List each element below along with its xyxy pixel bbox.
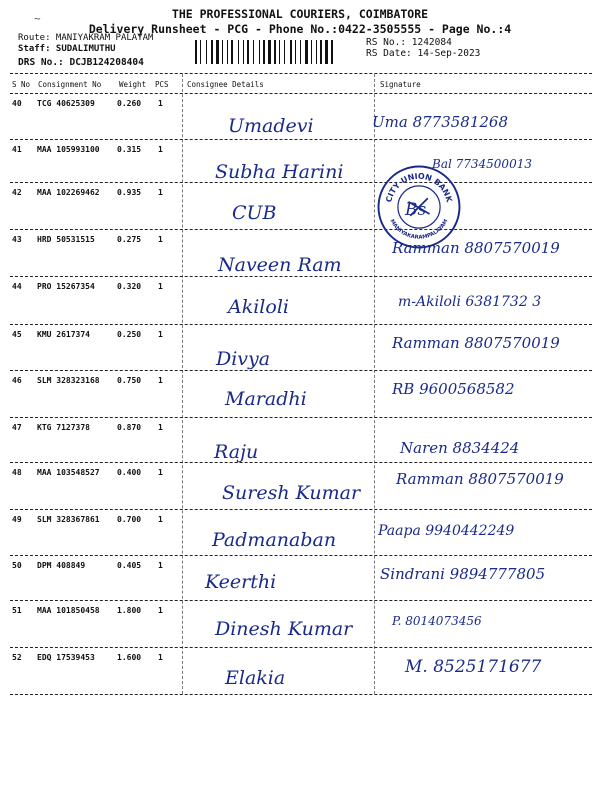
signature-handwriting: Bs xyxy=(405,200,427,220)
row-sno: 41 xyxy=(12,145,22,154)
consignee-handwriting: Maradhi xyxy=(225,388,307,410)
row-weight: 0.870 xyxy=(117,423,142,432)
consignee-handwriting: Padmanaban xyxy=(212,529,337,551)
row-pcs: 1 xyxy=(158,653,163,662)
barcode-bar xyxy=(250,40,252,64)
stamp-top-path: CITY UNION BANK xyxy=(384,171,454,204)
row-weight: 0.750 xyxy=(117,376,142,385)
table-row xyxy=(0,229,600,281)
table-row xyxy=(0,93,600,145)
row-sno: 43 xyxy=(12,235,22,244)
barcode-bar xyxy=(309,40,310,64)
barcode-bar xyxy=(245,40,246,64)
consignee-handwriting: Raju xyxy=(214,441,259,463)
signature-handwriting: Ramman 8807570019 xyxy=(396,470,564,488)
barcode-bar xyxy=(272,40,273,64)
signature-handwriting: P. 8014073456 xyxy=(392,614,482,628)
signature-handwriting: M. 8525171677 xyxy=(405,657,542,677)
barcode-bar xyxy=(316,40,317,64)
barcode-bar xyxy=(216,40,219,64)
barcode-bar xyxy=(297,40,299,64)
row-sno: 44 xyxy=(12,282,22,291)
signature-handwriting: Bal 7734500013 xyxy=(432,157,532,171)
barcode-bar xyxy=(300,40,301,64)
consignee-handwriting: Umadevi xyxy=(228,115,314,137)
consignee-handwriting: Akiloli xyxy=(228,296,289,318)
consignee-handwriting: Dinesh Kumar xyxy=(215,618,353,640)
row-sno: 50 xyxy=(12,561,22,570)
staff-label: Staff: SUDALIMUTHU xyxy=(18,44,116,54)
row-consignment: KTG 7127378 xyxy=(37,423,90,432)
barcode-bar xyxy=(274,40,276,64)
barcode-bar xyxy=(195,40,197,64)
row-weight: 0.700 xyxy=(117,515,142,524)
stamp-text-top xyxy=(384,172,454,204)
stamp-scribble xyxy=(408,198,429,216)
table-row xyxy=(0,370,600,422)
barcode-bar xyxy=(305,40,308,64)
row-sno: 48 xyxy=(12,468,22,477)
barcode-bar xyxy=(325,40,328,64)
col-header-consignment: Consignment No xyxy=(38,80,102,89)
row-weight: 0.935 xyxy=(117,188,142,197)
header-rule-top xyxy=(10,73,592,74)
row-consignment: PRO 15267354 xyxy=(37,282,95,291)
signature-handwriting: Naren 8834424 xyxy=(400,439,520,457)
runsheet-subtitle: Delivery Runsheet - PCG - Phone No.:0422-3505555 - Page No.:4 xyxy=(88,22,512,36)
table-row xyxy=(0,276,600,328)
table-row xyxy=(0,509,600,561)
barcode-bar xyxy=(313,40,315,64)
barcode-bar xyxy=(329,40,330,64)
table-row xyxy=(0,600,600,652)
barcode-bar xyxy=(253,40,254,64)
row-pcs: 1 xyxy=(158,515,163,524)
row-consignment: KMU 2617374 xyxy=(37,330,90,339)
barcode-bar xyxy=(323,40,324,64)
signature-handwriting: Ramman 8807570019 xyxy=(392,239,560,257)
table-row xyxy=(0,462,600,514)
barcode-bar xyxy=(286,40,289,64)
barcode-bar xyxy=(255,40,258,64)
barcode-bar xyxy=(277,40,278,64)
consignee-handwriting: Keerthi xyxy=(205,571,277,593)
signature-handwriting: RB 9600568582 xyxy=(392,380,515,398)
row-weight: 0.275 xyxy=(117,235,142,244)
row-consignment: SLM 328323168 xyxy=(37,376,100,385)
col-header-signature: Signature xyxy=(380,80,421,89)
route-label: Route: MANIYAKRAM PALAYAM xyxy=(18,33,154,43)
row-sno: 51 xyxy=(12,606,22,615)
barcode-bar xyxy=(202,40,205,64)
row-pcs: 1 xyxy=(158,330,163,339)
runsheet-title: THE PROFESSIONAL COURIERS, COIMBATORE xyxy=(171,7,429,21)
table-row xyxy=(0,182,600,234)
barcode-bar xyxy=(266,40,267,64)
drs-number: DRS No.: DCJB124208404 xyxy=(18,57,144,68)
row-pcs: 1 xyxy=(158,235,163,244)
row-sno: 49 xyxy=(12,515,22,524)
row-sno: 46 xyxy=(12,376,22,385)
barcode-bar xyxy=(238,40,239,64)
row-consignment: HRD 50531515 xyxy=(37,235,95,244)
barcode-bar xyxy=(259,40,260,64)
barcode-bar xyxy=(247,40,249,64)
table-bottom-rule xyxy=(10,694,592,695)
row-weight: 0.260 xyxy=(117,99,142,108)
consignee-handwriting: CUB xyxy=(232,202,277,224)
corner-mark: ~ xyxy=(34,12,41,25)
col-header-consignee: Consignee Details xyxy=(187,80,264,89)
row-pcs: 1 xyxy=(158,282,163,291)
rs-number: RS No.: 1242084 xyxy=(366,37,452,48)
barcode-bar xyxy=(263,40,265,64)
row-consignment: MAA 102269462 xyxy=(37,188,100,197)
row-sno: 40 xyxy=(12,99,22,108)
col-header-pcs: PCS xyxy=(155,80,169,89)
row-weight: 0.320 xyxy=(117,282,142,291)
barcode-bar xyxy=(268,40,271,64)
row-weight: 0.400 xyxy=(117,468,142,477)
barcode-bar xyxy=(284,40,285,64)
row-sno: 52 xyxy=(12,653,22,662)
barcode-bar xyxy=(211,40,213,64)
signature-handwriting: m-Akiloli 6381732 3 xyxy=(398,294,542,310)
row-weight: 0.315 xyxy=(117,145,142,154)
signature-handwriting: Paapa 9940442249 xyxy=(378,523,515,539)
rs-date: RS Date: 14-Sep-2023 xyxy=(366,48,481,59)
table-row xyxy=(0,647,600,699)
barcode-bar xyxy=(198,40,199,64)
barcode-bar xyxy=(243,40,244,64)
consignee-handwriting: Naveen Ram xyxy=(218,254,342,276)
signature-handwriting: Ramman 8807570019 xyxy=(392,334,560,352)
row-weight: 1.800 xyxy=(117,606,142,615)
consignee-handwriting: Elakia xyxy=(225,667,286,689)
barcode xyxy=(195,40,355,64)
barcode-bar xyxy=(208,40,210,64)
row-sno: 42 xyxy=(12,188,22,197)
barcode-bar xyxy=(318,40,319,64)
row-consignment: MAA 105993100 xyxy=(37,145,100,154)
row-pcs: 1 xyxy=(158,376,163,385)
barcode-bar xyxy=(224,40,226,64)
row-weight: 0.250 xyxy=(117,330,142,339)
barcode-bar xyxy=(290,40,292,64)
row-consignment: EDQ 17539453 xyxy=(37,653,95,662)
barcode-bar xyxy=(302,40,304,64)
consignee-handwriting: Subha Harini xyxy=(215,161,344,183)
barcode-bar xyxy=(261,40,262,64)
row-pcs: 1 xyxy=(158,99,163,108)
barcode-bar xyxy=(231,40,233,64)
row-pcs: 1 xyxy=(158,606,163,615)
col-header-weight: Weight xyxy=(119,80,147,89)
col-header-sno: S No xyxy=(12,80,31,89)
row-consignment: TCG 40625309 xyxy=(37,99,95,108)
barcode-bar xyxy=(234,40,237,64)
row-consignment: DPM 408849 xyxy=(37,561,86,570)
barcode-bar xyxy=(222,40,223,64)
row-pcs: 1 xyxy=(158,145,163,154)
consignee-handwriting: Suresh Kumar xyxy=(222,482,361,504)
row-consignment: SLM 328367861 xyxy=(37,515,100,524)
row-consignment: MAA 101850458 xyxy=(37,606,100,615)
signature-handwriting: Uma 8773581268 xyxy=(372,113,509,131)
barcode-bar xyxy=(281,40,283,64)
consignee-handwriting: Divya xyxy=(216,348,271,370)
row-pcs: 1 xyxy=(158,561,163,570)
signature-handwriting: Sindrani 9894777805 xyxy=(380,565,546,583)
row-consignment: MAA 103548527 xyxy=(37,468,100,477)
barcode-bar xyxy=(331,40,333,64)
barcode-bar xyxy=(206,40,207,64)
barcode-bar xyxy=(295,40,296,64)
table-row xyxy=(0,324,600,376)
stamp-bottom-path: MANIYAKARAMPALAYAM xyxy=(388,218,450,241)
barcode-bar xyxy=(320,40,322,64)
row-weight: 0.405 xyxy=(117,561,142,570)
barcode-bar xyxy=(311,40,312,64)
barcode-bar xyxy=(229,40,230,64)
row-pcs: 1 xyxy=(158,188,163,197)
barcode-bar xyxy=(240,40,242,64)
barcode-bar xyxy=(200,40,201,64)
row-sno: 45 xyxy=(12,330,22,339)
row-sno: 47 xyxy=(12,423,22,432)
row-pcs: 1 xyxy=(158,423,163,432)
barcode-bar xyxy=(293,40,294,64)
row-pcs: 1 xyxy=(158,468,163,477)
barcode-bar xyxy=(279,40,280,64)
barcode-bar xyxy=(227,40,228,64)
row-weight: 1.600 xyxy=(117,653,142,662)
barcode-bar xyxy=(220,40,221,64)
barcode-bar xyxy=(214,40,215,64)
